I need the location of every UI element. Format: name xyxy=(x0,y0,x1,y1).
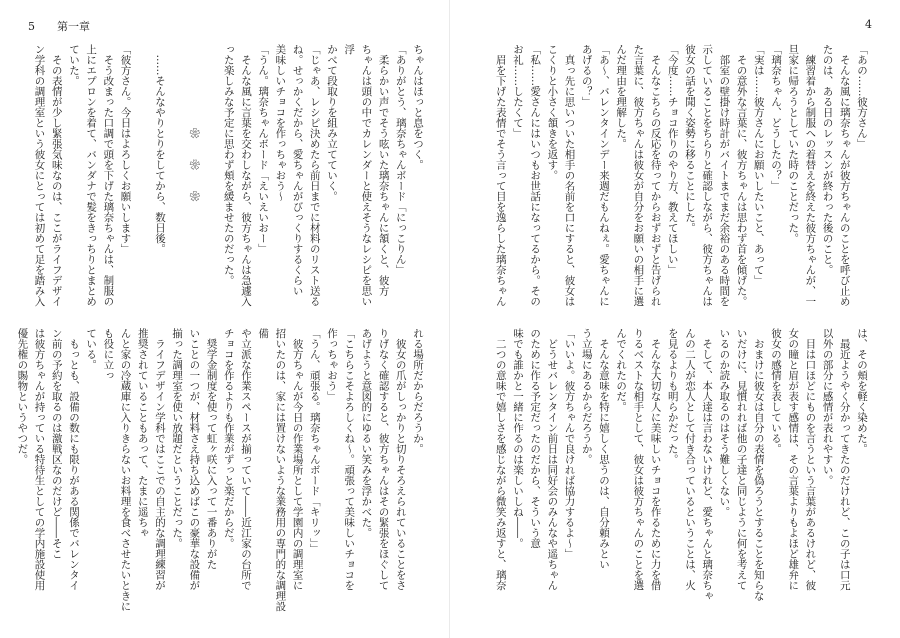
text-line: ……そんなやりとりをしてから、数日後。 xyxy=(153,44,166,254)
text-line: 優先権の賜物というやつだ。 xyxy=(16,328,29,465)
text-line: こくりと小さく頷きを返す。 xyxy=(546,44,559,181)
text-line: んだ理由を理解した。 xyxy=(615,44,628,149)
text-line: そんな風に璃奈ちゃんが彼方ちゃんのことを呼び止め xyxy=(838,44,851,307)
text-line: た言葉に、彼方ちゃんは彼女が自分をお願いの相手に選 xyxy=(632,44,645,307)
text-line: 「璃奈ちゃん、どうしたの？」 xyxy=(769,44,782,191)
text-line: その表情が少し緊張気味なのは、ここがライフデザイ xyxy=(50,44,63,307)
text-line: たのは、ある日のレッスンが終わった後のこと。 xyxy=(821,44,834,275)
text-line: どうせバレンタイン前日は同好会のみんなや遥ちゃん xyxy=(546,328,559,591)
text-line: 「うん。璃奈ちゃんボード「えいえいおー」 xyxy=(257,44,270,254)
text-line: もっとも、設備の数にも限りがある関係でバレンタイ xyxy=(67,328,80,591)
text-line: ン学科の調理室という彼女にとっては初めて足を踏み入 xyxy=(33,44,46,307)
text-line: 「今度……チョコ作りのやり方、教えてほしい」 xyxy=(666,44,679,275)
text-line: 彼女の話を聞く姿勢に移ることにした。 xyxy=(683,44,696,233)
left-page-number: 5 xyxy=(28,20,35,33)
text-line: 彼女の感情を表している。 xyxy=(769,328,782,454)
text-line: は、その頬を軽く染めた。 xyxy=(856,328,868,454)
text-line: った楽しみな予定に思わず頬を緩ませたのだった。 xyxy=(222,44,235,286)
text-line: チョコを作るよりも作業がずっと楽だからだ。 xyxy=(222,328,235,549)
text-line: 旦家に帰ろうとしていた時のことだった。 xyxy=(787,44,800,244)
text-line: そんな意味を特に嬉しく思うのは、自分頼みとい xyxy=(597,328,610,570)
left-running-header xyxy=(28,18,90,34)
text-line: 真っ先に思いついた相手の名前を口にすると、彼女は xyxy=(563,44,576,307)
text-line: 作っちゃおう」 xyxy=(325,328,338,402)
text-line: かべて段取りを組み立てていく。 xyxy=(325,44,338,202)
text-line: 「実は……彼方さんにお願いしたいこと、あって」 xyxy=(752,44,765,286)
text-line: 「彼方さん。今日はよろしくお願いします」 xyxy=(119,44,132,254)
text-line: ちゃんは頭の中でカレンダーと使えそうなレシピを思い浮 xyxy=(343,44,373,307)
section-break-ornament: ❀ ❀ ❀ xyxy=(188,44,201,202)
text-line: 奨学金制度を使って虹ヶ咲に入って一番ありがた xyxy=(205,328,218,570)
text-line: んと家の冷蔵庫に入りきらないお料理を食べさせたいときにも役に立っ xyxy=(102,328,132,612)
right-page-number: 4 xyxy=(865,18,872,31)
text-line: ちゃんはほっと息をつく。 xyxy=(412,44,424,170)
text-line: ね。せっかくだから、愛ちゃんがびっくりするくらい xyxy=(291,44,304,296)
text-line: いことの一つが、材料さえ持ち込めばこの豪華な設備が xyxy=(188,328,201,591)
text-line: あげようと意図的にゆるい笑みを浮かべた。 xyxy=(360,328,373,538)
text-line: おまけに彼女は自分の表情を偽ろうとすることを知らな xyxy=(752,328,765,601)
text-line: ライフデザイン学科ではここでの自主的な調理練習が xyxy=(153,328,166,591)
text-line: 彼女の爪がしっかりと切りそろえられていることをさ xyxy=(394,328,407,591)
text-line: う立場にあるからだろうか。 xyxy=(580,328,593,465)
text-line: 「こちらこそよろしくね～。頑張って美味しいチョコを xyxy=(343,328,356,591)
text-line: 部室の壁掛け時計がバイトまでまだ余裕のある時間を xyxy=(718,44,731,307)
text-line: そう改まった口調で頭を下げた璃奈ちゃんは、制服の xyxy=(102,44,115,307)
text-line: んの二人が恋人として付き合っているということは、火 xyxy=(683,328,696,591)
text-line: んでくれたのだ。 xyxy=(615,328,628,412)
text-line: れる場所だからだろうか。 xyxy=(412,328,424,454)
text-line: 「いいよ。彼方ちゃんで良ければ協力するよ～」 xyxy=(563,328,576,559)
text-line: そんなこちらの反応を待ってからおずおずと告げられ xyxy=(649,44,662,307)
right-running-header xyxy=(865,18,872,31)
text-line: は彼方ちゃんが持っている特待生としての学内施設使用 xyxy=(33,328,46,591)
text-line: 「うん、頑張る。璃奈ちゃんボード「キリッ」」 xyxy=(308,328,321,554)
text-line: 以外の部分に感情が表れやすい。 xyxy=(821,328,834,486)
text-line: 彼方ちゃんが今日の作業場所として学園内の調理室に xyxy=(291,328,304,591)
text-line: 目は口ほどにものを言うという言葉があるけれど、彼 xyxy=(804,328,817,591)
text-line: 上にエプロンを着て、バンダナで髪をきっちりとまとめ xyxy=(85,44,98,307)
text-line: りるベストな相手として、彼女は彼方ちゃんのことを選 xyxy=(632,328,645,591)
text-line: 示していることをちらりと確認しながら、彼方ちゃんは xyxy=(701,44,714,307)
text-line: 女の瞳と眉が表す感情は、その言葉よりもよほど雄弁に xyxy=(787,328,800,591)
text-line: ン前の予約を取るのは激戦区なのだけど――そこ xyxy=(50,328,63,559)
text-line: 「私……愛さんにはいつもお世話になってるから。その xyxy=(529,44,542,307)
text-line: 揃った調理室を使い放題だということだった。 xyxy=(171,328,184,549)
text-line: 「あ～、バレンタインデー来週だもんねぇ。愛ちゃんに xyxy=(597,44,610,307)
text-line: りげなく確認すると、彼方ちゃんはその緊張をほぐして xyxy=(377,328,390,591)
text-line: そんな風に言葉を交わしながら、彼方ちゃんは急遽入 xyxy=(239,44,252,307)
text-line: 招いたのは、家には置けないような業務用の専門的な調理設備 xyxy=(257,328,287,612)
text-line: のために作る予定だったのだから、そういう意 xyxy=(529,328,542,549)
text-line: いだけに、見慣れれば他の子達と同じように何を考えて xyxy=(735,328,748,591)
right-upper-text-block xyxy=(474,44,870,314)
text-line xyxy=(168,44,185,314)
text-line: 美味しいチョコを作っちゃおう～ xyxy=(274,44,287,202)
text-line: お礼……したくて」 xyxy=(511,44,524,139)
text-line: 味でも誰かと一緒に作るのは楽しいしね――。 xyxy=(511,328,524,549)
text-line: 二つの意味で嬉しさを感じながら微笑み返すと、璃奈 xyxy=(494,328,507,591)
text-line: 「あの……彼方さん」 xyxy=(856,44,868,149)
text-line: ている。 xyxy=(85,328,98,370)
text-line: 「じゃあ、レシピ決めたら前日までに材料のリスト送る xyxy=(308,44,321,307)
text-line: 柔らかい声でそう呟いた璃奈ちゃんに頷くと、彼方 xyxy=(377,44,390,296)
text-line: 眉を下げた表情でそう言って目を逸らした璃奈ちゃん xyxy=(494,44,507,307)
text-line xyxy=(134,44,151,314)
text-line: あげるの？」 xyxy=(580,44,593,107)
text-line: そして、本人達は言わないけれど、愛ちゃんと璃奈ちゃ xyxy=(701,328,714,601)
chapter-title: 第一章 xyxy=(57,20,90,33)
text-line: 最近ようやく分かってきたのだけれど、この子は口元 xyxy=(838,328,851,591)
text-line: ていた。 xyxy=(67,44,80,86)
text-line: 推奨されていることもあって、たまに遥ちゃ xyxy=(136,328,149,538)
text-line: を見るよりも明らかだった。 xyxy=(666,328,679,465)
text-line: や立派な作業スペースが揃っていて――近江家の台所で xyxy=(239,328,252,591)
text-line: その意外な言葉に、彼方ちゃんは思わず首を傾げた。 xyxy=(735,44,748,307)
left-lower-text-block xyxy=(16,328,426,618)
text-line: そんな大切な人に美味しいチョコを作るために力を借 xyxy=(649,328,662,591)
text-line: いるのか読み取るのはそう難しくない。 xyxy=(718,328,731,517)
text-line: 練習着から制服への着替えを終えた彼方ちゃんが、一 xyxy=(804,44,817,307)
left-upper-text-block xyxy=(30,44,426,314)
text-line xyxy=(202,44,219,314)
right-lower-text-block xyxy=(474,328,870,618)
text-line: 「ありがとう、璃奈ちゃんボード「にっこりん」 xyxy=(394,44,407,275)
right-page xyxy=(450,0,900,638)
